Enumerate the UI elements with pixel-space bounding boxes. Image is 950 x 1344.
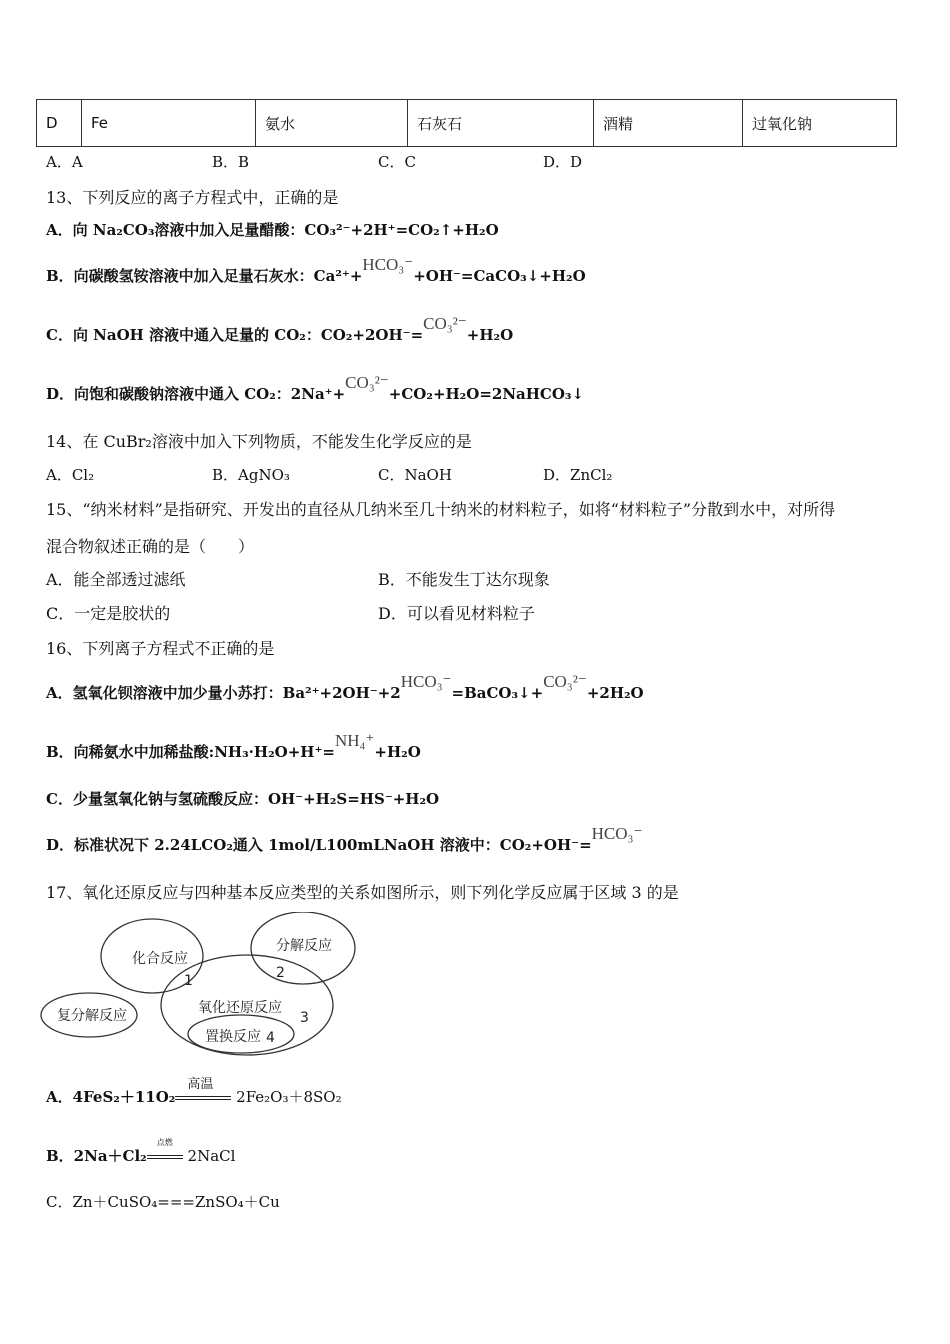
q13-b-text: B．向碳酸氢铵溶液中加入足量石灰水：Ca²⁺+ [46,267,363,285]
region-2: 2 [276,965,285,981]
q16-a-text-post: +2H₂O [586,684,644,702]
label-displacement: 置换反应 [205,1029,261,1045]
q15-stem: 15、“纳米材料”是指研究、开发出的直径从几纳米至几十纳米的材料粒子，如将“材料粒子”分散到水中，对所得 [46,500,836,519]
region-1: 1 [184,973,193,989]
table-cell: 石灰石 [408,100,594,147]
q13-option-d[interactable] [46,373,585,404]
q17-option-b[interactable] [46,1138,236,1166]
q17-a-product: 2Fe₂O₃＋8SO₂ [236,1088,342,1106]
q17-option-a[interactable] [46,1077,342,1107]
q17-a-letter: A．4FeS₂＋11O₂ [46,1088,176,1106]
q15-option-b[interactable]: B．不能发生丁达尔现象 [378,570,550,589]
q14-stem: 14、在 CuBr₂溶液中加入下列物质，不能发生化学反应的是 [46,432,472,451]
bicarbonate-ion: HCO₃⁻ [591,824,643,843]
q17-b-letter: B．2Na＋Cl₂ [46,1147,147,1165]
bicarbonate-ion: HCO₃⁻ [362,255,414,274]
label-decomposition: 分解反应 [276,938,332,954]
carbonate-ion: CO₃²⁻ [543,672,587,691]
q13-d-text-post: +CO₂+H₂O=2NaHCO₃↓ [388,385,585,403]
q13-d-text: D．向饱和碳酸钠溶液中通入 CO₂：2Na⁺+ [46,385,346,403]
ammonium-ion: NH₄⁺ [334,731,375,750]
table-cell: Fe [82,100,256,147]
q13-b-text-post: +OH⁻=CaCO₃↓+H₂O [413,267,586,285]
q17-option-c[interactable]: C．Zn＋CuSO₄===ZnSO₄＋Cu [46,1193,280,1211]
q13-stem: 13、下列反应的离子方程式中，正确的是 [46,188,339,207]
q15-option-d[interactable]: D．可以看见材料粒子 [378,604,535,623]
label-double-displacement: 复分解反应 [57,1008,127,1024]
table-cell: D [37,100,82,147]
q16-option-a[interactable] [46,672,644,703]
q16-a-text: A．氢氧化钡溶液中加少量小苏打：Ba²⁺+2OH⁻+2 [46,684,401,702]
q13-option-c[interactable] [46,314,514,345]
q16-d-text: D．标准状况下 2.24LCO₂通入 1mol/L100mLNaOH 溶液中：CO₂+OH⁻= [46,836,592,854]
q12-option-a[interactable]: A．A [46,153,83,171]
region-4: 4 [266,1030,275,1046]
reaction-condition [147,1138,183,1165]
condition-label: 高温 [187,1077,214,1092]
q14-option-a[interactable]: A．Cl₂ [46,466,95,484]
table-cell: 氨水 [256,100,408,147]
table-row [37,100,897,147]
q12-option-c[interactable]: C．C [378,153,416,171]
q15-option-a[interactable]: A．能全部透过滤纸 [46,570,186,589]
q16-stem: 16、下列离子方程式不正确的是 [46,639,275,658]
carbonate-ion: CO₃²⁻ [423,314,467,333]
label-redox: 氧化还原反应 [198,1000,282,1016]
q17-stem: 17、氧化还原反应与四种基本反应类型的关系如图所示，则下列化学反应属于区域 3 的是 [46,883,679,902]
q15-stem-cont: 混合物叙述正确的是（ ） [46,537,255,556]
carbonate-ion: CO₃²⁻ [345,373,389,392]
q13-c-text: C．向 NaOH 溶液中通入足量的 CO₂：CO₂+2OH⁻= [46,326,424,344]
condition-label: 点燃 [156,1138,173,1147]
q12-option-b[interactable]: B．B [212,153,250,171]
q14-option-c[interactable]: C．NaOH [378,466,452,484]
options-table [36,99,897,147]
q16-a-text-mid: =BaCO₃↓+ [451,684,544,702]
q16-option-b[interactable] [46,731,421,762]
q16-option-d[interactable] [46,824,643,855]
equals-sign [175,1096,231,1100]
q13-option-a[interactable]: A．向 Na₂CO₃溶液中加入足量醋酸：CO₃²⁻+2H⁺=CO₂↑+H₂O [46,221,499,239]
equals-sign [147,1155,183,1159]
table-cell: 过氧化钠 [743,100,897,147]
q16-option-c[interactable]: C．少量氢氧化钠与氢硫酸反应：OH⁻+H₂S=HS⁻+H₂O [46,790,440,808]
q15-option-c[interactable]: C．一定是胶状的 [46,604,171,623]
q13-option-b[interactable] [46,255,586,286]
q12-option-d[interactable]: D．D [543,153,583,171]
bicarbonate-ion: HCO₃⁻ [400,672,452,691]
table-cell: 酒精 [594,100,743,147]
q13-c-text-post: +H₂O [466,326,514,344]
label-combination: 化合反应 [132,951,188,967]
q16-b-text-post: +H₂O [374,743,421,761]
region-3: 3 [300,1010,309,1026]
q14-option-d[interactable]: D．ZnCl₂ [543,466,613,484]
reaction-types-diagram [40,912,370,1062]
q16-b-text: B．向稀氨水中加稀盐酸:NH₃·H₂O+H⁺= [46,743,335,761]
reaction-condition [175,1077,231,1106]
q14-option-b[interactable]: B．AgNO₃ [212,466,290,484]
q17-b-product: 2NaCl [187,1147,236,1165]
